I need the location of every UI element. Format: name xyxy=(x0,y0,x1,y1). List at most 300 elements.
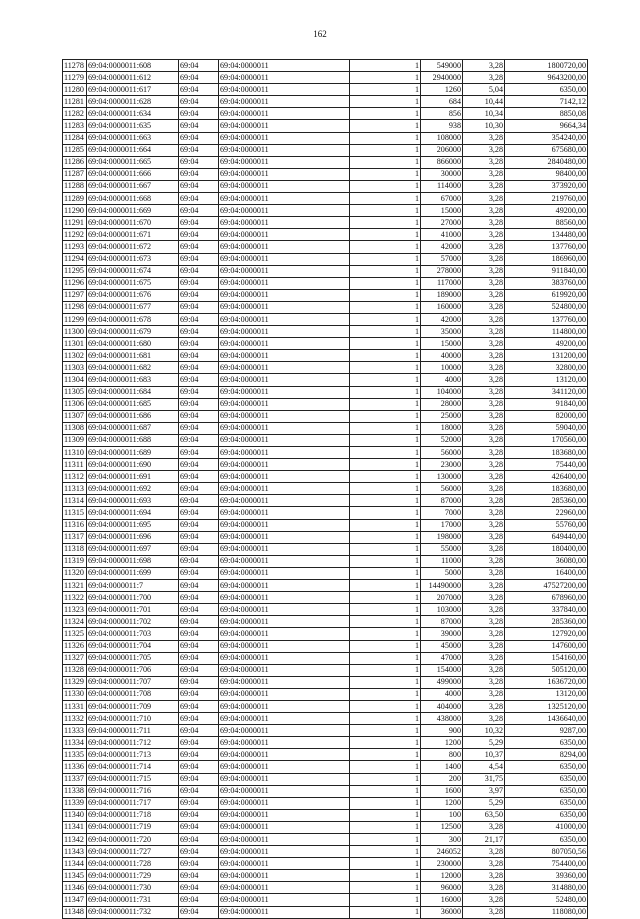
row-index-cell: 11295 xyxy=(63,265,87,277)
table-row xyxy=(63,580,588,592)
count-cell: 1 xyxy=(350,96,421,108)
value-cell: 134480,00 xyxy=(505,229,588,241)
cadastral-number-cell: 69:04:0000011:691 xyxy=(87,471,179,483)
area-cell: 56000 xyxy=(421,483,463,495)
quarter-code-cell: 69:04:0000011 xyxy=(219,906,350,918)
quarter-code-cell: 69:04:0000011 xyxy=(219,398,350,410)
row-index-cell: 11336 xyxy=(63,761,87,773)
row-index-cell: 11318 xyxy=(63,543,87,555)
quarter-code-cell: 69:04:0000011 xyxy=(219,749,350,761)
rate-cell: 3,28 xyxy=(463,495,505,507)
cadastral-number-cell: 69:04:0000011:711 xyxy=(87,725,179,737)
count-cell: 1 xyxy=(350,60,421,72)
count-cell: 1 xyxy=(350,398,421,410)
row-index-cell: 11323 xyxy=(63,604,87,616)
district-code-cell: 69:04 xyxy=(179,495,219,507)
table-row xyxy=(63,604,588,616)
cadastral-number-cell: 69:04:0000011:668 xyxy=(87,193,179,205)
quarter-code-cell: 69:04:0000011 xyxy=(219,483,350,495)
value-cell: 285360,00 xyxy=(505,616,588,628)
value-cell: 118080,00 xyxy=(505,906,588,918)
rate-cell: 3,28 xyxy=(463,72,505,84)
rate-cell: 3,28 xyxy=(463,483,505,495)
rate-cell: 63,50 xyxy=(463,809,505,821)
count-cell: 1 xyxy=(350,507,421,519)
table-row xyxy=(63,713,588,725)
cadastral-number-cell: 69:04:0000011:698 xyxy=(87,555,179,567)
area-cell: 27000 xyxy=(421,217,463,229)
value-cell: 59040,00 xyxy=(505,422,588,434)
district-code-cell: 69:04 xyxy=(179,144,219,156)
count-cell: 1 xyxy=(350,870,421,882)
quarter-code-cell: 69:04:0000011 xyxy=(219,700,350,712)
row-index-cell: 11310 xyxy=(63,447,87,459)
count-cell: 1 xyxy=(350,858,421,870)
count-cell: 1 xyxy=(350,676,421,688)
row-index-cell: 11344 xyxy=(63,858,87,870)
quarter-code-cell: 69:04:0000011 xyxy=(219,604,350,616)
value-cell: 337840,00 xyxy=(505,604,588,616)
rate-cell: 3,28 xyxy=(463,507,505,519)
rate-cell: 3,28 xyxy=(463,386,505,398)
district-code-cell: 69:04 xyxy=(179,60,219,72)
row-index-cell: 11321 xyxy=(63,580,87,592)
rate-cell: 3,28 xyxy=(463,180,505,192)
count-cell: 1 xyxy=(350,241,421,253)
district-code-cell: 69:04 xyxy=(179,882,219,894)
cadastral-number-cell: 69:04:0000011:702 xyxy=(87,616,179,628)
rate-cell: 4,54 xyxy=(463,761,505,773)
quarter-code-cell: 69:04:0000011 xyxy=(219,72,350,84)
row-index-cell: 11305 xyxy=(63,386,87,398)
rate-cell: 3,28 xyxy=(463,60,505,72)
count-cell: 1 xyxy=(350,483,421,495)
quarter-code-cell: 69:04:0000011 xyxy=(219,265,350,277)
area-cell: 1400 xyxy=(421,761,463,773)
row-index-cell: 11286 xyxy=(63,156,87,168)
rate-cell: 3,28 xyxy=(463,846,505,858)
value-cell: 9664,34 xyxy=(505,120,588,132)
row-index-cell: 11284 xyxy=(63,132,87,144)
quarter-code-cell: 69:04:0000011 xyxy=(219,338,350,350)
cadastral-number-cell: 69:04:0000011:718 xyxy=(87,809,179,821)
quarter-code-cell: 69:04:0000011 xyxy=(219,386,350,398)
cadastral-number-cell: 69:04:0000011:665 xyxy=(87,156,179,168)
cadastral-number-cell: 69:04:0000011:663 xyxy=(87,132,179,144)
row-index-cell: 11320 xyxy=(63,567,87,579)
area-cell: 42000 xyxy=(421,241,463,253)
count-cell: 1 xyxy=(350,277,421,289)
count-cell: 1 xyxy=(350,144,421,156)
row-index-cell: 11302 xyxy=(63,350,87,362)
value-cell: 147600,00 xyxy=(505,640,588,652)
rate-cell: 3,28 xyxy=(463,338,505,350)
count-cell: 1 xyxy=(350,713,421,725)
count-cell: 1 xyxy=(350,156,421,168)
district-code-cell: 69:04 xyxy=(179,858,219,870)
value-cell: 16400,00 xyxy=(505,567,588,579)
table-row xyxy=(63,821,588,833)
table-row xyxy=(63,350,588,362)
cadastral-number-cell: 69:04:0000011:729 xyxy=(87,870,179,882)
cadastral-number-cell: 69:04:0000011:612 xyxy=(87,72,179,84)
table-row xyxy=(63,628,588,640)
quarter-code-cell: 69:04:0000011 xyxy=(219,846,350,858)
quarter-code-cell: 69:04:0000011 xyxy=(219,797,350,809)
count-cell: 1 xyxy=(350,350,421,362)
area-cell: 15000 xyxy=(421,205,463,217)
area-cell: 404000 xyxy=(421,700,463,712)
value-cell: 114800,00 xyxy=(505,326,588,338)
quarter-code-cell: 69:04:0000011 xyxy=(219,241,350,253)
rate-cell: 3,28 xyxy=(463,543,505,555)
row-index-cell: 11308 xyxy=(63,422,87,434)
count-cell: 1 xyxy=(350,773,421,785)
table-row xyxy=(63,785,588,797)
rate-cell: 3,28 xyxy=(463,301,505,313)
row-index-cell: 11306 xyxy=(63,398,87,410)
district-code-cell: 69:04 xyxy=(179,398,219,410)
row-index-cell: 11319 xyxy=(63,555,87,567)
count-cell: 1 xyxy=(350,519,421,531)
rate-cell: 10,37 xyxy=(463,749,505,761)
value-cell: 7142,12 xyxy=(505,96,588,108)
area-cell: 246052 xyxy=(421,846,463,858)
table-row xyxy=(63,616,588,628)
quarter-code-cell: 69:04:0000011 xyxy=(219,108,350,120)
area-cell: 42000 xyxy=(421,313,463,325)
district-code-cell: 69:04 xyxy=(179,567,219,579)
area-cell: 684 xyxy=(421,96,463,108)
cadastral-number-cell: 69:04:0000011:684 xyxy=(87,386,179,398)
row-index-cell: 11345 xyxy=(63,870,87,882)
cadastral-number-cell: 69:04:0000011:709 xyxy=(87,700,179,712)
cadastral-number-cell: 69:04:0000011:674 xyxy=(87,265,179,277)
rate-cell: 3,28 xyxy=(463,434,505,446)
row-index-cell: 11325 xyxy=(63,628,87,640)
district-code-cell: 69:04 xyxy=(179,507,219,519)
count-cell: 1 xyxy=(350,422,421,434)
value-cell: 170560,00 xyxy=(505,434,588,446)
count-cell: 1 xyxy=(350,313,421,325)
row-index-cell: 11335 xyxy=(63,749,87,761)
cadastral-number-cell: 69:04:0000011:666 xyxy=(87,168,179,180)
district-code-cell: 69:04 xyxy=(179,688,219,700)
quarter-code-cell: 69:04:0000011 xyxy=(219,374,350,386)
table-row xyxy=(63,664,588,676)
count-cell: 1 xyxy=(350,459,421,471)
area-cell: 4000 xyxy=(421,688,463,700)
cadastral-number-cell: 69:04:0000011:685 xyxy=(87,398,179,410)
table-row xyxy=(63,592,588,604)
cadastral-number-cell: 69:04:0000011:628 xyxy=(87,96,179,108)
cadastral-number-cell: 69:04:0000011:727 xyxy=(87,846,179,858)
cadastral-number-cell: 69:04:0000011:707 xyxy=(87,676,179,688)
district-code-cell: 69:04 xyxy=(179,447,219,459)
row-index-cell: 11333 xyxy=(63,725,87,737)
quarter-code-cell: 69:04:0000011 xyxy=(219,664,350,676)
count-cell: 1 xyxy=(350,882,421,894)
quarter-code-cell: 69:04:0000011 xyxy=(219,507,350,519)
quarter-code-cell: 69:04:0000011 xyxy=(219,592,350,604)
quarter-code-cell: 69:04:0000011 xyxy=(219,821,350,833)
cadastral-number-cell: 69:04:0000011:720 xyxy=(87,834,179,846)
row-index-cell: 11314 xyxy=(63,495,87,507)
value-cell: 39360,00 xyxy=(505,870,588,882)
district-code-cell: 69:04 xyxy=(179,471,219,483)
rate-cell: 3,28 xyxy=(463,628,505,640)
quarter-code-cell: 69:04:0000011 xyxy=(219,253,350,265)
table-row xyxy=(63,193,588,205)
area-cell: 866000 xyxy=(421,156,463,168)
cadastral-number-cell: 69:04:0000011:667 xyxy=(87,180,179,192)
table-row xyxy=(63,737,588,749)
table-row xyxy=(63,906,588,918)
table-row xyxy=(63,60,588,72)
quarter-code-cell: 69:04:0000011 xyxy=(219,543,350,555)
count-cell: 1 xyxy=(350,592,421,604)
area-cell: 23000 xyxy=(421,459,463,471)
district-code-cell: 69:04 xyxy=(179,700,219,712)
table-row xyxy=(63,108,588,120)
cadastral-number-cell: 69:04:0000011:608 xyxy=(87,60,179,72)
rate-cell: 3,28 xyxy=(463,700,505,712)
rate-cell: 3,28 xyxy=(463,640,505,652)
district-code-cell: 69:04 xyxy=(179,519,219,531)
rate-cell: 10,30 xyxy=(463,120,505,132)
value-cell: 1436640,00 xyxy=(505,713,588,725)
district-code-cell: 69:04 xyxy=(179,652,219,664)
row-index-cell: 11313 xyxy=(63,483,87,495)
table-row xyxy=(63,495,588,507)
rate-cell: 3,28 xyxy=(463,664,505,676)
district-code-cell: 69:04 xyxy=(179,108,219,120)
count-cell: 1 xyxy=(350,749,421,761)
rate-cell: 3,28 xyxy=(463,821,505,833)
row-index-cell: 11322 xyxy=(63,592,87,604)
table-body xyxy=(63,60,588,919)
table-row xyxy=(63,809,588,821)
value-cell: 22960,00 xyxy=(505,507,588,519)
quarter-code-cell: 69:04:0000011 xyxy=(219,144,350,156)
table-row xyxy=(63,700,588,712)
quarter-code-cell: 69:04:0000011 xyxy=(219,495,350,507)
value-cell: 180400,00 xyxy=(505,543,588,555)
rate-cell: 3,28 xyxy=(463,205,505,217)
cadastral-number-cell: 69:04:0000011:713 xyxy=(87,749,179,761)
area-cell: 35000 xyxy=(421,326,463,338)
quarter-code-cell: 69:04:0000011 xyxy=(219,870,350,882)
area-cell: 96000 xyxy=(421,882,463,894)
quarter-code-cell: 69:04:0000011 xyxy=(219,289,350,301)
value-cell: 154160,00 xyxy=(505,652,588,664)
quarter-code-cell: 69:04:0000011 xyxy=(219,459,350,471)
rate-cell: 5,29 xyxy=(463,737,505,749)
count-cell: 1 xyxy=(350,84,421,96)
quarter-code-cell: 69:04:0000011 xyxy=(219,60,350,72)
area-cell: 278000 xyxy=(421,265,463,277)
cadastral-number-cell: 69:04:0000011:716 xyxy=(87,785,179,797)
row-index-cell: 11316 xyxy=(63,519,87,531)
rate-cell: 3,28 xyxy=(463,168,505,180)
count-cell: 1 xyxy=(350,386,421,398)
row-index-cell: 11326 xyxy=(63,640,87,652)
table-row xyxy=(63,882,588,894)
rate-cell: 3,28 xyxy=(463,156,505,168)
district-code-cell: 69:04 xyxy=(179,241,219,253)
cadastral-number-cell: 69:04:0000011:706 xyxy=(87,664,179,676)
area-cell: 18000 xyxy=(421,422,463,434)
value-cell: 1325120,00 xyxy=(505,700,588,712)
cadastral-number-cell: 69:04:0000011:672 xyxy=(87,241,179,253)
district-code-cell: 69:04 xyxy=(179,531,219,543)
row-index-cell: 11278 xyxy=(63,60,87,72)
district-code-cell: 69:04 xyxy=(179,580,219,592)
cadastral-number-cell: 69:04:0000011:708 xyxy=(87,688,179,700)
value-cell: 32800,00 xyxy=(505,362,588,374)
row-index-cell: 11346 xyxy=(63,882,87,894)
count-cell: 1 xyxy=(350,374,421,386)
table-row xyxy=(63,277,588,289)
area-cell: 1260 xyxy=(421,84,463,96)
area-cell: 15000 xyxy=(421,338,463,350)
cadastral-number-cell: 69:04:0000011:688 xyxy=(87,434,179,446)
count-cell: 1 xyxy=(350,628,421,640)
value-cell: 911840,00 xyxy=(505,265,588,277)
cadastral-number-cell: 69:04:0000011:678 xyxy=(87,313,179,325)
value-cell: 6350,00 xyxy=(505,809,588,821)
cadastral-number-cell: 69:04:0000011:696 xyxy=(87,531,179,543)
area-cell: 1600 xyxy=(421,785,463,797)
value-cell: 36080,00 xyxy=(505,555,588,567)
value-cell: 137760,00 xyxy=(505,313,588,325)
count-cell: 1 xyxy=(350,217,421,229)
quarter-code-cell: 69:04:0000011 xyxy=(219,229,350,241)
quarter-code-cell: 69:04:0000011 xyxy=(219,422,350,434)
rate-cell: 3,28 xyxy=(463,519,505,531)
cadastral-number-cell: 69:04:0000011:704 xyxy=(87,640,179,652)
quarter-code-cell: 69:04:0000011 xyxy=(219,531,350,543)
table-row xyxy=(63,846,588,858)
count-cell: 1 xyxy=(350,289,421,301)
cadastral-number-cell: 69:04:0000011:687 xyxy=(87,422,179,434)
area-cell: 30000 xyxy=(421,168,463,180)
rate-cell: 3,28 xyxy=(463,459,505,471)
cadastral-number-cell: 69:04:0000011:715 xyxy=(87,773,179,785)
rate-cell: 3,28 xyxy=(463,410,505,422)
cadastral-number-cell: 69:04:0000011:617 xyxy=(87,84,179,96)
district-code-cell: 69:04 xyxy=(179,713,219,725)
district-code-cell: 69:04 xyxy=(179,253,219,265)
count-cell: 1 xyxy=(350,495,421,507)
area-cell: 856 xyxy=(421,108,463,120)
value-cell: 1800720,00 xyxy=(505,60,588,72)
row-index-cell: 11291 xyxy=(63,217,87,229)
district-code-cell: 69:04 xyxy=(179,132,219,144)
district-code-cell: 69:04 xyxy=(179,592,219,604)
table-row xyxy=(63,834,588,846)
district-code-cell: 69:04 xyxy=(179,749,219,761)
district-code-cell: 69:04 xyxy=(179,870,219,882)
area-cell: 87000 xyxy=(421,495,463,507)
rate-cell: 10,44 xyxy=(463,96,505,108)
cadastral-number-cell: 69:04:0000011:731 xyxy=(87,894,179,906)
quarter-code-cell: 69:04:0000011 xyxy=(219,193,350,205)
value-cell: 383760,00 xyxy=(505,277,588,289)
table-row xyxy=(63,313,588,325)
district-code-cell: 69:04 xyxy=(179,362,219,374)
count-cell: 1 xyxy=(350,906,421,918)
row-index-cell: 11283 xyxy=(63,120,87,132)
row-index-cell: 11309 xyxy=(63,434,87,446)
area-cell: 36000 xyxy=(421,906,463,918)
count-cell: 1 xyxy=(350,809,421,821)
count-cell: 1 xyxy=(350,821,421,833)
rate-cell: 3,28 xyxy=(463,567,505,579)
rate-cell: 5,29 xyxy=(463,797,505,809)
count-cell: 1 xyxy=(350,301,421,313)
cadastral-number-cell: 69:04:0000011:680 xyxy=(87,338,179,350)
quarter-code-cell: 69:04:0000011 xyxy=(219,785,350,797)
quarter-code-cell: 69:04:0000011 xyxy=(219,616,350,628)
rate-cell: 3,28 xyxy=(463,374,505,386)
row-index-cell: 11331 xyxy=(63,700,87,712)
cadastral-number-cell: 69:04:0000011:676 xyxy=(87,289,179,301)
quarter-code-cell: 69:04:0000011 xyxy=(219,84,350,96)
rate-cell: 31,75 xyxy=(463,773,505,785)
table-row xyxy=(63,229,588,241)
rate-cell: 3,28 xyxy=(463,422,505,434)
table-row xyxy=(63,156,588,168)
district-code-cell: 69:04 xyxy=(179,555,219,567)
row-index-cell: 11338 xyxy=(63,785,87,797)
count-cell: 1 xyxy=(350,132,421,144)
rate-cell: 3,28 xyxy=(463,398,505,410)
table-row xyxy=(63,180,588,192)
district-code-cell: 69:04 xyxy=(179,640,219,652)
value-cell: 82000,00 xyxy=(505,410,588,422)
rate-cell: 3,28 xyxy=(463,447,505,459)
district-code-cell: 69:04 xyxy=(179,156,219,168)
value-cell: 75440,00 xyxy=(505,459,588,471)
district-code-cell: 69:04 xyxy=(179,821,219,833)
value-cell: 98400,00 xyxy=(505,168,588,180)
count-cell: 1 xyxy=(350,193,421,205)
cadastral-number-cell: 69:04:0000011:703 xyxy=(87,628,179,640)
row-index-cell: 11294 xyxy=(63,253,87,265)
district-code-cell: 69:04 xyxy=(179,338,219,350)
value-cell: 6350,00 xyxy=(505,785,588,797)
quarter-code-cell: 69:04:0000011 xyxy=(219,120,350,132)
rate-cell: 3,28 xyxy=(463,580,505,592)
area-cell: 1200 xyxy=(421,737,463,749)
table-row xyxy=(63,410,588,422)
count-cell: 1 xyxy=(350,785,421,797)
area-cell: 45000 xyxy=(421,640,463,652)
row-index-cell: 11328 xyxy=(63,664,87,676)
row-index-cell: 11290 xyxy=(63,205,87,217)
quarter-code-cell: 69:04:0000011 xyxy=(219,761,350,773)
district-code-cell: 69:04 xyxy=(179,761,219,773)
count-cell: 1 xyxy=(350,640,421,652)
quarter-code-cell: 69:04:0000011 xyxy=(219,434,350,446)
rate-cell: 3,28 xyxy=(463,471,505,483)
count-cell: 1 xyxy=(350,471,421,483)
table-row xyxy=(63,398,588,410)
table-row xyxy=(63,531,588,543)
district-code-cell: 69:04 xyxy=(179,797,219,809)
quarter-code-cell: 69:04:0000011 xyxy=(219,809,350,821)
